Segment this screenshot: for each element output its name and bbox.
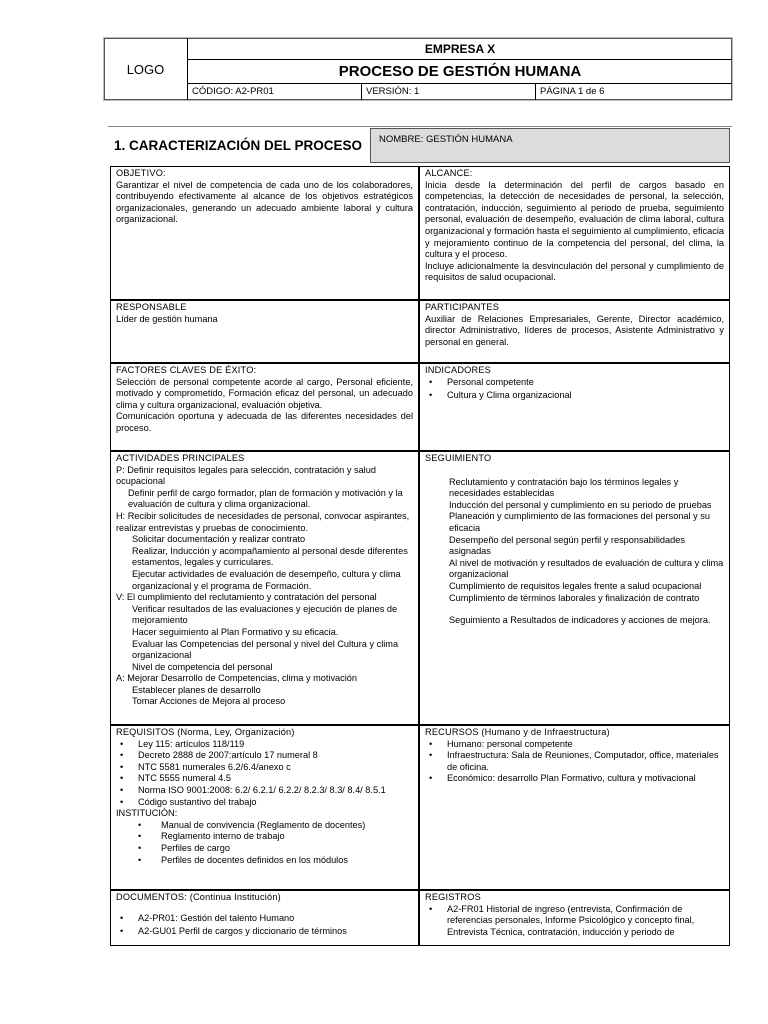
seguimiento-label: SEGUIMIENTO bbox=[425, 453, 492, 463]
indicadores-label: INDICADORES bbox=[425, 365, 492, 375]
recursos-list bbox=[425, 739, 724, 785]
list-item: • A2-GU01 Perfil de cargos y diccionario de términos bbox=[116, 926, 413, 938]
seguimiento-line: Planeación y cumplimiento de las formaciones del personal y su eficacia bbox=[449, 511, 710, 533]
seguimiento-line: Reclutamiento y contratación bajo los términos legales y necesidades establecidas bbox=[449, 476, 679, 499]
seguimiento-line: Seguimiento a Resultados de indicadores y acciones de mejora. bbox=[449, 615, 711, 626]
registros-cell bbox=[419, 890, 730, 946]
list-item: • Manual de convivencia (Reglamento de docentes) bbox=[116, 820, 413, 832]
alcance-label: ALCANCE: bbox=[425, 168, 473, 178]
recursos-cell bbox=[419, 725, 730, 890]
list-item: • NTC 5581 numerales 6.2/6.4/anexo c bbox=[116, 762, 413, 774]
seguimiento-line: Desempeño del personal según perfil y responsabilidades asignadas bbox=[449, 534, 685, 557]
documentos-list bbox=[116, 913, 413, 938]
activity-line: V: El cumplimiento del reclutamiento y contratación del personal bbox=[116, 592, 377, 603]
objetivo-text: Garantizar el nivel de competencia de cada uno de los colaboradores, contribuyendo efectivamente al alcance de los objetivos estratégicos organizacionales, generando un adecuado ambiente laboral y cultura organizacional. bbox=[116, 179, 413, 225]
activity-line: Nivel de competencia del personal bbox=[132, 661, 273, 672]
recursos-label: RECURSOS (Humano y de Infraestructura) bbox=[425, 727, 610, 737]
activity-line: Hacer seguimiento al Plan Formativo y su eficacia. bbox=[132, 626, 339, 637]
activity-line: A: Mejorar Desarrollo de Competencias, clima y motivación bbox=[116, 673, 358, 684]
company-name: EMPRESA X bbox=[188, 38, 732, 60]
participantes-label: PARTICIPANTES bbox=[425, 302, 500, 312]
responsable-label: RESPONSABLE bbox=[116, 302, 187, 312]
requisitos-cell bbox=[110, 725, 419, 890]
activity-line: Tomar Acciones de Mejora al proceso bbox=[132, 696, 286, 707]
activity-line: Realizar, Inducción y acompañamiento al personal desde diferentes estamentos, legales y curriculares. bbox=[132, 545, 408, 568]
section-title: 1. CARACTERIZACIÓN DEL PROCESO bbox=[114, 138, 363, 153]
list-item: • A2-PR01: Gestión del talento Humano bbox=[116, 913, 413, 925]
list-item: • NTC 5555 numeral 4.5 bbox=[116, 773, 413, 785]
factores-text: Selección de personal competente acorde al cargo, Personal eficiente, motivado y comprometido, Formación eficaz del personal, un adecuado clima y cultura organizacional, evaluación objetiva. bbox=[116, 376, 413, 410]
activity-line: Solicitar documentación y realizar contrato bbox=[132, 534, 306, 545]
list-item: • Cultura y Clima organizacional bbox=[425, 390, 724, 402]
objetivo-cell bbox=[110, 166, 419, 300]
activity-line: P: Definir requisitos legales para selección, contratación y salud ocupacional bbox=[116, 464, 376, 487]
process-title: PROCESO DE GESTIÓN HUMANA bbox=[188, 60, 732, 84]
activity-line: Verificar resultados de las evaluaciones y ejecución de planes de mejoramiento bbox=[132, 603, 398, 626]
list-item: • Infraestructura: Sala de Reuniones, Computador, office, materiales de oficina. bbox=[425, 750, 724, 773]
list-item: • Personal competente bbox=[425, 377, 724, 389]
indicadores-cell bbox=[419, 363, 730, 451]
activity-line: Establecer planes de desarrollo bbox=[132, 684, 261, 695]
activity-line: Definir perfil de cargo formador, plan de formación y motivación y la evaluación de cultura y clima organizacional. bbox=[128, 487, 403, 510]
registros-list bbox=[425, 904, 724, 939]
documentos-cell bbox=[110, 890, 419, 946]
responsable-cell bbox=[110, 300, 419, 363]
alcance-cell bbox=[419, 166, 730, 300]
requisitos-list bbox=[116, 739, 413, 809]
seguimiento-line: Cumplimiento de términos laborales y finalización de contrato bbox=[449, 592, 700, 603]
code-cell: CÓDIGO: A2-PR01 bbox=[188, 84, 362, 100]
list-item: • A2-FR01 Historial de ingreso (entrevista, Confirmación de referencias personales, Informe Psicológico y concepto final, Entrevista Técnica, contratación, inducción y periodo de bbox=[425, 904, 724, 939]
factores-text-2: Comunicación oportuna y adecuada de las diferentes necesidades del proceso. bbox=[116, 411, 413, 433]
requisitos-label: REQUISITOS (Norma, Ley, Organización) bbox=[116, 727, 295, 737]
seguimiento-line: Al nivel de motivación y resultados de evaluación de cultura y clima organizacional bbox=[449, 557, 724, 580]
registros-label: REGISTROS bbox=[425, 892, 481, 902]
alcance-text-2: Incluye adicionalmente la desvinculación del personal y cumplimiento de requisitos de salud ocupacional. bbox=[425, 260, 724, 283]
participantes-cell bbox=[419, 300, 730, 363]
objetivo-label: OBJETIVO: bbox=[116, 168, 166, 178]
list-item: • Ley 115: artículos 118/119 bbox=[116, 739, 413, 751]
actividades-cell bbox=[110, 451, 419, 725]
page-cell: PÁGINA 1 de 6 bbox=[540, 86, 605, 97]
responsable-text: Líder de gestión humana bbox=[116, 313, 218, 324]
activity-line: Evaluar las Competencias del personal y nivel del Cultura y clima organizacional bbox=[132, 638, 399, 661]
indicadores-list bbox=[425, 377, 724, 402]
list-item: • Norma ISO 9001:2008: 6.2/ 6.2.1/ 6.2.2/ 8.2.3/ 8.3/ 8.4/ 8.5.1 bbox=[116, 785, 413, 797]
seguimiento-cell bbox=[419, 451, 730, 725]
list-item: • Humano: personal competente bbox=[425, 739, 724, 751]
list-item: • Reglamento interno de trabajo bbox=[116, 831, 413, 843]
alcance-text: Inicia desde la determinación del perfil de cargos basado en competencias, la detección de necesidades de personal, la selección, contratación, inducción, seguimiento al periodo de prueba, seguimiento personal, evaluación de desempeño, evaluación de clima laboral, cultura organizacional y formación hasta el seguimiento al cumplimiento, eficacia y mejoramiento continuo de la competencia del personal, del clima, la cultura y el proceso. bbox=[425, 179, 724, 260]
list-item: • Económico: desarrollo Plan Formativo, cultura y motivacional bbox=[425, 773, 724, 785]
documentos-label: DOCUMENTOS: (Continua Institución) bbox=[116, 892, 281, 902]
institucion-list bbox=[116, 820, 413, 866]
list-item: • Perfiles de cargo bbox=[116, 843, 413, 855]
actividades-label: ACTIVIDADES PRINCIPALES bbox=[116, 453, 245, 463]
process-name-box: NOMBRE: GESTIÓN HUMANA bbox=[370, 128, 730, 163]
list-item: • Decreto 2888 de 2007:artículo 17 numeral 8 bbox=[116, 750, 413, 762]
activity-line: Ejecutar actividades de evaluación de desempeño, cultura y clima organizacional y el programa de Formación. bbox=[132, 568, 401, 591]
logo: LOGO bbox=[104, 38, 188, 100]
factores-label: FACTORES CLAVES DE ÉXITO: bbox=[116, 365, 257, 375]
factores-cell bbox=[110, 363, 419, 451]
activity-line: H: Recibir solicitudes de necesidades de personal, convocar aspirantes, realizar entrevistas y pruebas de conocimiento. bbox=[116, 510, 410, 533]
participantes-text: Auxiliar de Relaciones Empresariales, Gerente, Director académico, director Administrativo, líderes de procesos, Asistente Administrativo y personal en general. bbox=[425, 313, 724, 347]
list-item: • Código sustantivo del trabajo bbox=[116, 797, 413, 809]
list-item: • Perfiles de docentes definidos en los módulos bbox=[116, 855, 413, 867]
version-cell: VERSIÓN: 1 bbox=[362, 84, 536, 100]
seguimiento-line: Cumplimiento de requisitos legales frente a salud ocupacional bbox=[449, 580, 702, 591]
seguimiento-line: Inducción del personal y cumplimiento en su periodo de pruebas bbox=[449, 499, 712, 510]
institucion-label: INSTITUCIÓN: bbox=[116, 808, 178, 819]
